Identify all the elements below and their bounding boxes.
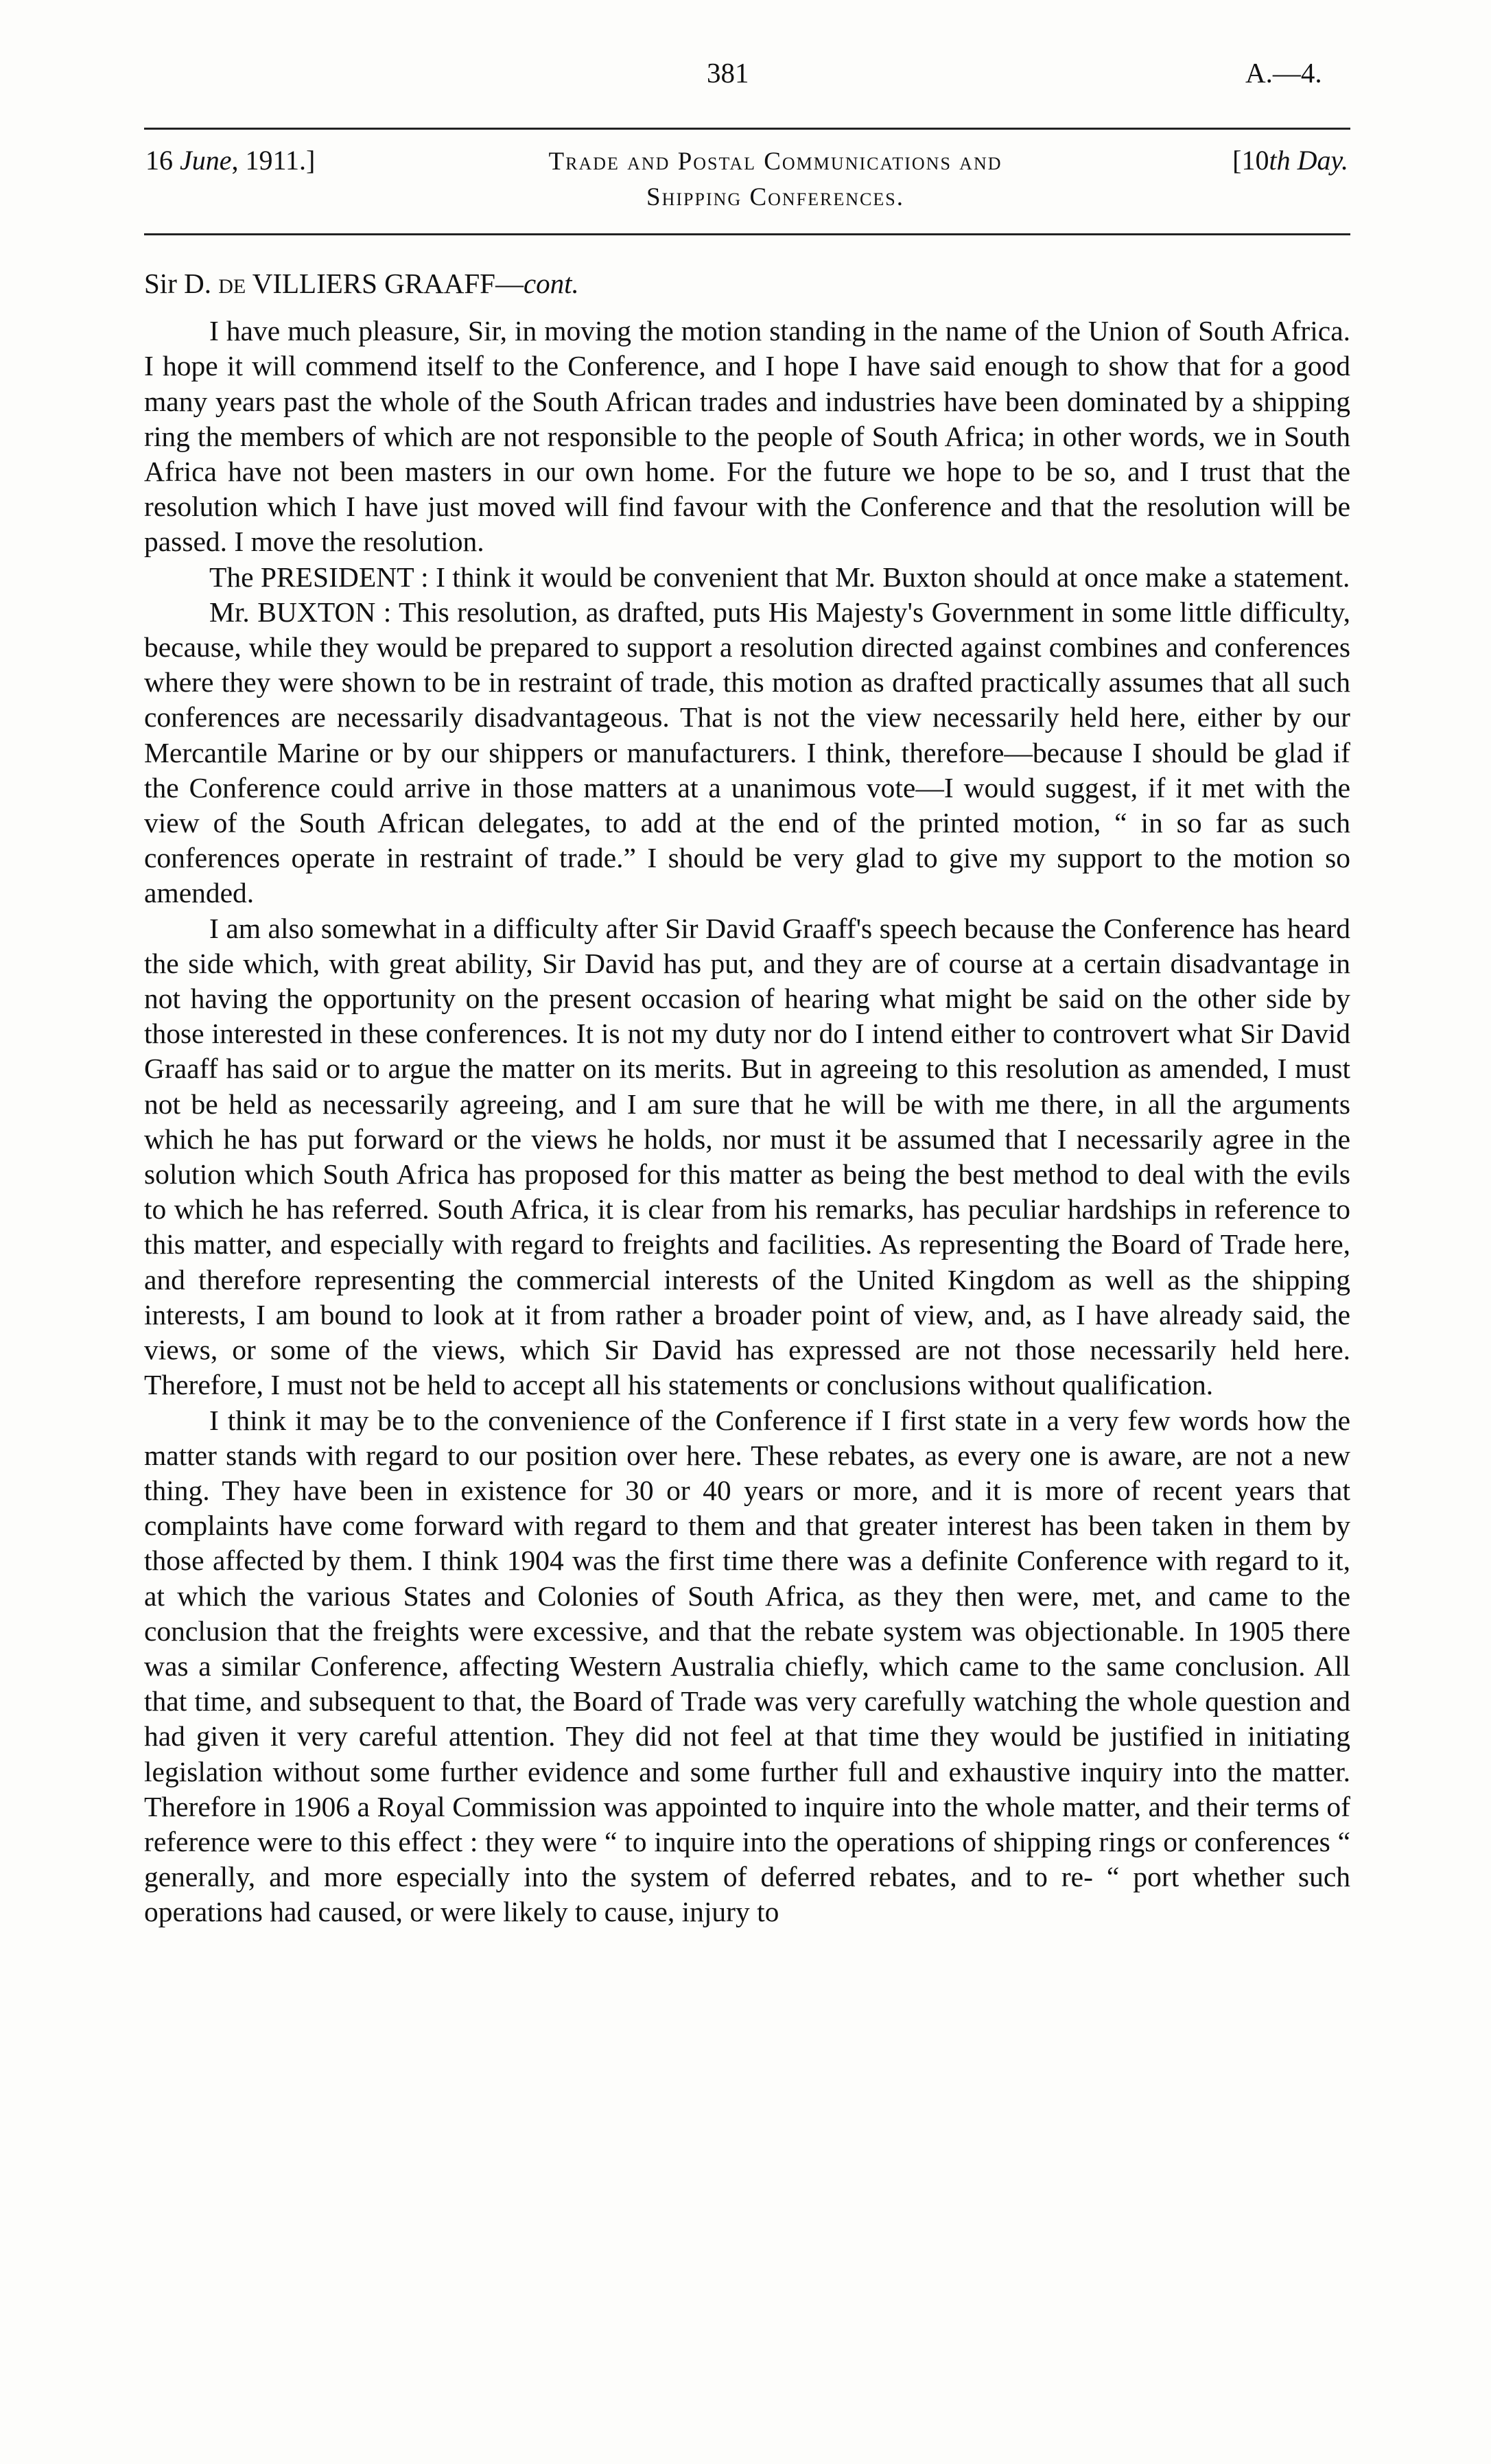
header-rule-top	[144, 128, 1350, 130]
paragraph: Mr. BUXTON : This resolution, as drafted, puts His Majesty's Government in some little difficulty, because, while they would be prepared to support a resolution directed against combines and conferences where they were shown to be in restraint of trade, this motion as drafted practically assumes that all such conferences are necessarily disadvantageous. That is not the view necessarily held here, either by our Mercantile Marine or by our shippers or manufacturers. I think, therefore—because I should be glad if the Conference could arrive in those matters at a unanimous vote—I would suggest, if it met with the view of the South African delegates, to add at the end of the printed motion, “ in so far as such conferences operate in restraint of trade.” I should be very glad to give my support to the motion so amended.	[144, 596, 1350, 909]
paragraph: I think it may be to the convenience of the Conference if I first state in a very few words how the matter stands with regard to our position over here. These rebates, as every one is aware, are not a new thing. They have been in existence for 30 or 40 years or more, and it is more of recent years that complaints have come forward with regard to them and that greater interest has been taken in them by those affected by them. I think 1904 was the first time there was a definite Conference with regard to it, at which the various States and Colonies of South Africa, as they then were, met, and came to the conclusion that the freights were excessive, and that the rebate system was objectionable. In 1905 there was a similar Conference, affecting Western Australia chiefly, which came to the same conclusion. All that time, and subsequent to that, the Board of Trade was very carefully watching the whole question and had given it very careful attention. They did not feel at that time they would be justified in initiating legislation without some further evidence and some further full and exhaustive inquiry into the matter. Therefore in 1906 a Royal Commission was appointed to inquire into the whole matter, and their terms of reference were to this effect : they were “ to inquire into the operations of shipping rings or conferences “ generally, and more especially into the system of deferred rebates, and to re- “ port whether such operations had caused, or were likely to cause, injury to	[144, 1404, 1350, 1928]
header-title-line-1: Trade and Postal Communications and	[548, 148, 1002, 176]
page-number: 381	[707, 57, 749, 89]
header-date: 16 June, 1911.]	[145, 145, 316, 176]
body-text	[144, 266, 1350, 1930]
header-rule-bottom	[144, 233, 1350, 235]
header-title	[439, 144, 1112, 215]
header-title-line-2: Shipping Conferences.	[646, 183, 904, 211]
paper-reference: A.—4.	[1245, 57, 1322, 89]
paragraph: I am also somewhat in a difficulty after Sir David Graaff's speech because the Conference has heard the side which, with great ability, Sir David has put, and they are of course at a certain disadvantage in not having the opportunity on the present occasion of hearing what might be said on the other side by those interested in these conferences. It is not my duty nor do I intend either to controvert what Sir David Graaff has said or to argue the matter on its merits. But in agreeing to this resolution as amended, I must not be held as necessarily agreeing, and I am sure that he will be with me there, in all the arguments which he has put forward or the views he holds, nor must it be assumed that I necessarily agree in the solution which South Africa has proposed for this matter as being the best method to deal with the evils to which he has referred. South Africa, it is clear from his remarks, has peculiar hardships in reference to this matter, and especially with regard to freights and facilities. As representing the Board of Trade here, and therefore representing the commercial interests of the United Kingdom as well as the shipping interests, I am bound to look at it from rather a broader point of view, and, as I have already said, the views, or some of the views, which Sir David has expressed are not those necessarily held here. Therefore, I must not be held to accept all his statements or conclusions without qualification.	[144, 912, 1350, 1401]
speaker-heading: Sir D. DE VILLIERS GRAAFF—cont.	[144, 268, 579, 299]
header-day: [10th Day.	[1232, 145, 1348, 176]
paragraph: I have much pleasure, Sir, in moving the motion standing in the name of the Union of South Africa. I hope it will commend itself to the Conference, and I hope I have said enough to show that for a good many years past the whole of the South African trades and industries have been dominated by a shipping ring the members of which are not responsible to the people of South Africa; in other words, we in South Africa have not been masters in our own home. For the future we hope to be so, and I trust that the resolution which I have just moved will find favour with the Conference and that the resolution will be passed. I move the resolution.	[144, 315, 1350, 558]
paragraph: The PRESIDENT : I think it would be convenient that Mr. Buxton should at once make a statement.	[209, 561, 1350, 593]
